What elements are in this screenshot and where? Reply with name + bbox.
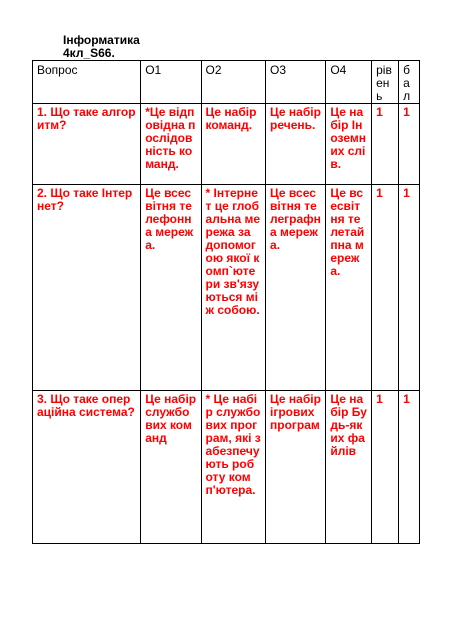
option-4-text: Це всесвітня телетайпна мережа. <box>330 186 365 278</box>
class-code: 4кл_S66. <box>63 46 115 60</box>
points-cell: 1 <box>399 185 420 391</box>
option-3-cell <box>266 185 326 391</box>
option-1-text: Це всесвітня телефонна мережа. <box>145 186 194 252</box>
option-3-text: Це всесвітня телеграфна мережа. <box>270 186 321 252</box>
option-2-cell <box>201 391 266 544</box>
option-2-text: * Інтернет це глобальна мережа за допомогою якої комп`ютери зв'язуються між собою. <box>205 186 260 317</box>
document-header <box>63 34 140 60</box>
table-row <box>33 185 420 391</box>
table-row <box>33 104 420 185</box>
option-3-cell <box>266 391 326 544</box>
option-4-text: Це набір Будь-яких файлів <box>330 392 367 458</box>
option-4-text: Це набір Іноземних слів. <box>330 105 366 171</box>
header-question: Вопрос <box>33 61 141 104</box>
option-2-text: * Це набір службових програм, які забезпечують роботу комп'ютера. <box>205 392 261 497</box>
quiz-table <box>32 60 420 544</box>
question-cell <box>33 185 141 391</box>
question-cell <box>33 391 141 544</box>
header-level <box>372 61 399 104</box>
table-row <box>33 391 420 544</box>
option-1-text: Це набір службових команд <box>145 392 197 445</box>
option-1-text: *Це відповідна послідовність команд. <box>145 105 196 171</box>
option-1-cell <box>141 391 201 544</box>
level-cell: 1 <box>372 391 399 544</box>
header-level-label: рівень <box>376 63 392 103</box>
option-2-cell <box>201 104 266 185</box>
question-cell <box>33 104 141 185</box>
option-2-cell <box>201 185 266 391</box>
header-points <box>399 61 420 104</box>
subject-title: Інформатика <box>63 33 140 47</box>
option-3-text: Це набір речень. <box>270 105 321 132</box>
option-1-cell <box>141 185 201 391</box>
question-text: 2. Що таке Інтернет? <box>37 186 133 213</box>
header-o2: О2 <box>201 61 266 104</box>
option-1-cell <box>141 104 201 185</box>
points-cell: 1 <box>399 104 420 185</box>
points-cell: 1 <box>399 391 420 544</box>
option-4-cell <box>326 185 372 391</box>
option-3-cell <box>266 104 326 185</box>
option-3-text: Це набір ігрових програм <box>270 392 321 432</box>
header-o3: О3 <box>266 61 326 104</box>
table-header-row <box>33 61 420 104</box>
option-4-cell <box>326 104 372 185</box>
header-o4: О4 <box>326 61 372 104</box>
option-2-text: Це набір команд. <box>205 105 257 132</box>
level-cell: 1 <box>372 104 399 185</box>
question-text: 1. Що таке алгоритм? <box>37 105 136 132</box>
level-cell: 1 <box>372 185 399 391</box>
option-4-cell <box>326 391 372 544</box>
question-text: 3. Що таке операційна система? <box>37 392 135 419</box>
header-o1: О1 <box>141 61 201 104</box>
header-points-label: бал <box>403 63 411 103</box>
